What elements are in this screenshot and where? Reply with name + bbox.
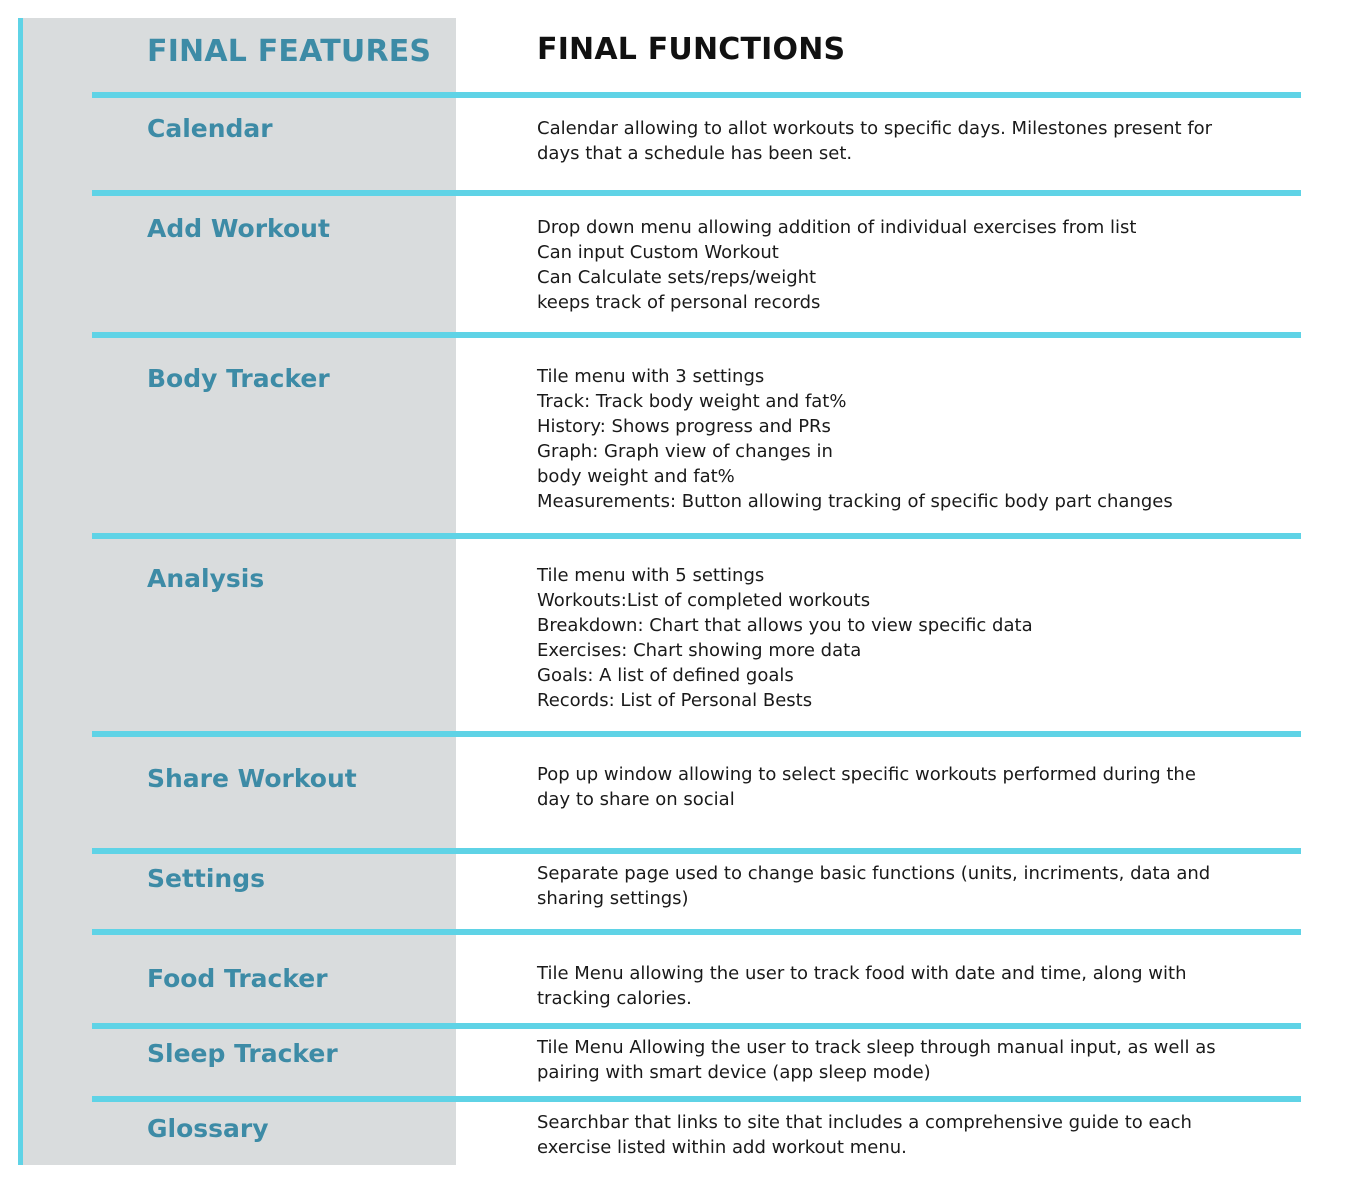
feature-sleep-tracker: Sleep Tracker: [147, 1039, 338, 1068]
function-line: Searchbar that links to site that includes a comprehensive guide to each: [537, 1112, 1192, 1133]
row-divider: [92, 332, 1301, 338]
function-share-workout: [537, 762, 1257, 812]
feature-settings: Settings: [147, 864, 266, 893]
function-line: Tile Menu Allowing the user to track sleep through manual input, as well as: [537, 1037, 1216, 1058]
function-line: Tile menu with 3 settings: [537, 366, 765, 387]
function-line: body weight and fat%: [537, 466, 735, 487]
function-line: Graph: Graph view of changes in: [537, 441, 833, 462]
function-line: Separate page used to change basic functions (units, incriments, data and: [537, 863, 1211, 884]
function-line: Can Calculate sets/reps/weight: [537, 267, 817, 288]
row-divider: [92, 848, 1301, 854]
function-line: exercise listed within add workout menu.: [537, 1137, 907, 1158]
function-line: Tile menu with 5 settings: [537, 565, 765, 586]
function-glossary: [537, 1110, 1257, 1160]
function-line: Pop up window allowing to select specific workouts performed during the: [537, 764, 1196, 785]
function-line: Exercises: Chart showing more data: [537, 640, 862, 661]
function-line: Tile Menu allowing the user to track food with date and time, along with: [537, 963, 1187, 984]
function-line: Records: List of Personal Bests: [537, 690, 813, 711]
feature-analysis: Analysis: [147, 564, 265, 593]
function-add-workout: [537, 215, 1257, 315]
function-line: Breakdown: Chart that allows you to view specific data: [537, 615, 1033, 636]
feature-calendar: Calendar: [147, 114, 273, 143]
row-divider: [92, 1023, 1301, 1029]
function-line: day to share on social: [537, 789, 735, 810]
function-analysis: [537, 563, 1257, 713]
function-calendar: [537, 116, 1257, 166]
feature-glossary: Glossary: [147, 1114, 269, 1143]
function-line: History: Shows progress and PRs: [537, 416, 831, 437]
function-line: Measurements: Button allowing tracking of specific body part changes: [537, 491, 1173, 512]
feature-food-tracker: Food Tracker: [147, 964, 328, 993]
function-line: Goals: A list of defined goals: [537, 665, 794, 686]
row-divider: [92, 929, 1301, 935]
function-line: tracking calories.: [537, 988, 692, 1009]
function-line: Drop down menu allowing addition of individual exercises from list: [537, 217, 1137, 238]
function-body-tracker: [537, 364, 1257, 514]
row-divider: [92, 190, 1301, 196]
function-settings: [537, 861, 1257, 911]
function-line: days that a schedule has been set.: [537, 143, 853, 164]
function-line: sharing settings): [537, 888, 689, 909]
row-divider: [92, 1096, 1301, 1102]
function-line: Calendar allowing to allot workouts to specific days. Milestones present for: [537, 118, 1213, 139]
function-sleep-tracker: [537, 1035, 1257, 1085]
function-line: Can input Custom Workout: [537, 242, 779, 263]
row-divider: [92, 92, 1301, 98]
feature-share-workout: Share Workout: [147, 764, 357, 793]
features-header: FINAL FEATURES: [147, 34, 432, 69]
function-line: Track: Track body weight and fat%: [537, 391, 847, 412]
function-line: Workouts:List of completed workouts: [537, 590, 871, 611]
function-line: pairing with smart device (app sleep mode): [537, 1062, 931, 1083]
function-line: keeps track of personal records: [537, 292, 821, 313]
row-divider: [92, 533, 1301, 539]
functions-header: FINAL FUNCTIONS: [537, 32, 846, 67]
function-food-tracker: [537, 961, 1257, 1011]
row-divider: [92, 731, 1301, 737]
feature-add-workout: Add Workout: [147, 214, 330, 243]
feature-body-tracker: Body Tracker: [147, 364, 330, 393]
